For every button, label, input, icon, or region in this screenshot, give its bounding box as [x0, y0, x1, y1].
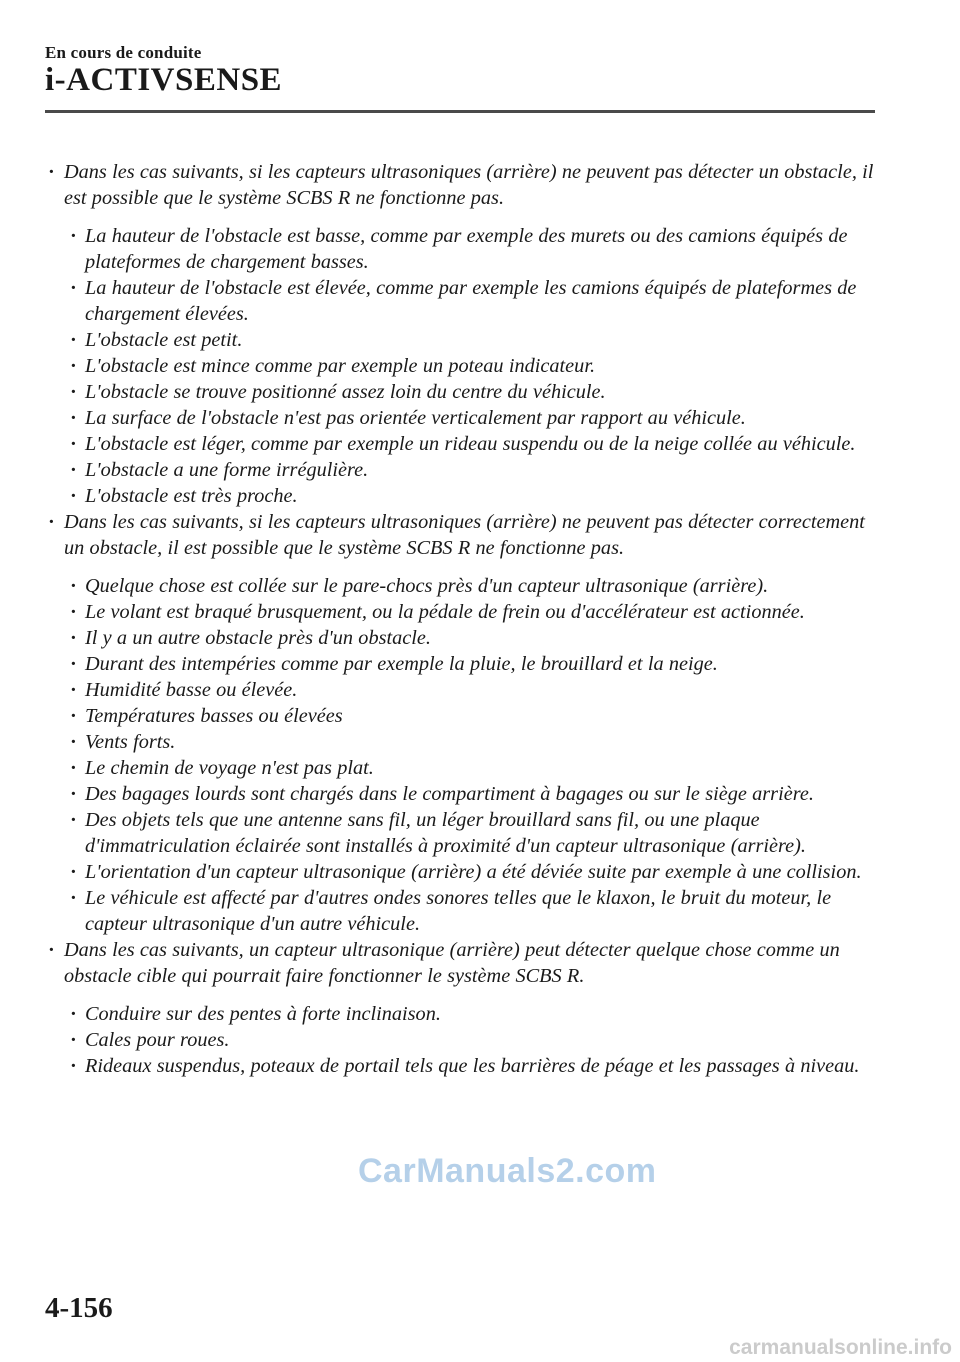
bullet-list	[45, 223, 875, 509]
group-intro: · Dans les cas suivants, si les capteurs ultrasoniques (arrière) ne peuvent pas détecter un obstacle, il est possible que le système SCBS R ne fonctionne pas.	[45, 159, 875, 211]
watermark-overlay: CarManuals2.com	[358, 1152, 657, 1190]
watermark-corner: carmanualsonline.info	[729, 1336, 952, 1359]
list-item: · Il y a un autre obstacle près d'un obstacle.	[45, 625, 875, 651]
list-item: · Températures basses ou élevées	[45, 703, 875, 729]
list-item: · Humidité basse ou élevée.	[45, 677, 875, 703]
title-divider	[45, 110, 875, 113]
list-item: · L'obstacle est très proche.	[45, 483, 875, 509]
list-item: · Le chemin de voyage n'est pas plat.	[45, 755, 875, 781]
list-item: · Vents forts.	[45, 729, 875, 755]
list-item: · Le véhicule est affecté par d'autres ondes sonores telles que le klaxon, le bruit du moteur, le capteur ultrasonique d'un autre véhicule.	[45, 885, 875, 937]
list-item: · L'obstacle se trouve positionné assez loin du centre du véhicule.	[45, 379, 875, 405]
bullet-list	[45, 573, 875, 937]
chapter-title: i-ACTIVSENSE	[45, 62, 283, 98]
list-item: · L'obstacle est petit.	[45, 327, 875, 353]
list-item: · Quelque chose est collée sur le pare-chocs près d'un capteur ultrasonique (arrière).	[45, 573, 875, 599]
condition-group-1	[45, 159, 875, 509]
list-item: · Des objets tels que une antenne sans fil, un léger brouillard sans fil, ou une plaque d'immatriculation éclairée sont installés à proximité d'un capteur ultrasonique (arrière).	[45, 807, 875, 859]
list-item: · L'obstacle a une forme irrégulière.	[45, 457, 875, 483]
condition-group-3	[45, 937, 875, 1079]
list-item: · L'obstacle est léger, comme par exemple un rideau suspendu ou de la neige collée au véhicule.	[45, 431, 875, 457]
list-item: · La hauteur de l'obstacle est basse, comme par exemple des murets ou des camions équipés de plateformes de chargement basses.	[45, 223, 875, 275]
list-item: · L'obstacle est mince comme par exemple un poteau indicateur.	[45, 353, 875, 379]
content-body	[45, 159, 875, 1079]
bullet-list	[45, 1001, 875, 1079]
list-item: · Rideaux suspendus, poteaux de portail tels que les barrières de péage et les passages à niveau.	[45, 1053, 875, 1079]
list-item: · Cales pour roues.	[45, 1027, 875, 1053]
list-item: · La hauteur de l'obstacle est élevée, comme par exemple les camions équipés de plateformes de chargement élevées.	[45, 275, 875, 327]
group-intro: · Dans les cas suivants, si les capteurs ultrasoniques (arrière) ne peuvent pas détecter correctement un obstacle, il est possible que le système SCBS R ne fonctionne pas.	[45, 509, 875, 561]
list-item: · La surface de l'obstacle n'est pas orientée verticalement par rapport au véhicule.	[45, 405, 875, 431]
list-item: · Des bagages lourds sont chargés dans le compartiment à bagages ou sur le siège arrière.	[45, 781, 875, 807]
condition-group-2	[45, 509, 875, 937]
list-item: · L'orientation d'un capteur ultrasonique (arrière) a été déviée suite par exemple à une collision.	[45, 859, 875, 885]
list-item: · Le volant est braqué brusquement, ou la pédale de frein ou d'accélérateur est actionnée.	[45, 599, 875, 625]
page-number: 4-156	[45, 1292, 113, 1324]
list-item: · Conduire sur des pentes à forte inclinaison.	[45, 1001, 875, 1027]
group-intro: · Dans les cas suivants, un capteur ultrasonique (arrière) peut détecter quelque chose comme un obstacle cible qui pourrait faire fonctionner le système SCBS R.	[45, 937, 875, 989]
list-item: · Durant des intempéries comme par exemple la pluie, le brouillard et la neige.	[45, 651, 875, 677]
section-label: En cours de conduite	[45, 43, 202, 62]
